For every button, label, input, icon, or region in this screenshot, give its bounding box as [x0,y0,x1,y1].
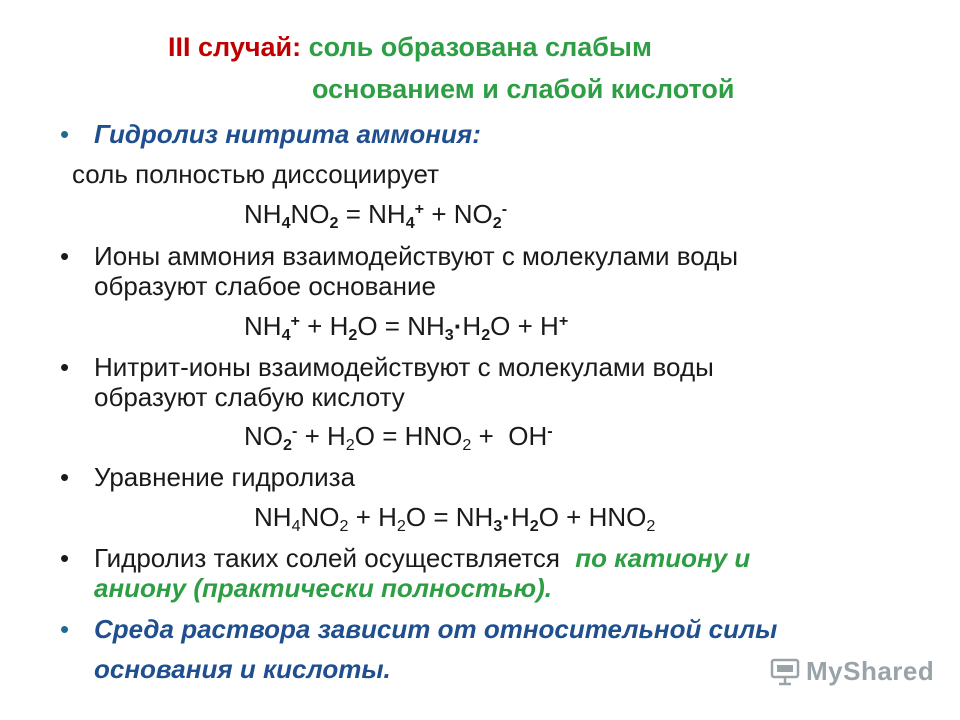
dissociation-text: соль полностью диссоциирует [72,159,440,189]
bullet-5-part2: по катиону и [575,543,751,573]
watermark-text: MyShared [806,656,935,686]
equation-dissociation: $NH_4NO_2 = NH_4^+ + NO_2^-$ [244,199,508,232]
bullet-2-line1: Ионы аммония взаимодействуют с молекулами воды [94,241,739,271]
title-line2: основанием и слабой кислотой [312,74,735,104]
case-label: III случай: [168,32,302,62]
bullet-1: • [60,119,70,149]
bullet-5: • [60,543,70,573]
equation-nitrite-hydrolysis: $NO_2^- + H_2O = HNO_2 + OH^-$ [244,421,553,454]
bullet-4: • [60,462,70,492]
bullet-3-line1: Нитрит-ионы взаимодействуют с молекулами воды [94,352,714,382]
bullet-5-line2: аниону (практически полностью). [94,573,552,603]
watermark [770,656,934,687]
bullet-4-text: Уравнение гидролиза [94,462,356,492]
presentation-board-icon [770,658,800,686]
title-line1: соль образована слабым [308,32,652,62]
hydrolysis-heading: Гидролиз нитрита аммония: [94,119,481,149]
bullet-5-part1: Гидролиз таких солей осуществляется [94,543,560,573]
bullet-3: • [60,352,70,382]
bullet-3-line2: образуют слабую кислоту [94,382,405,412]
slide-title [168,32,652,63]
bullet-2: • [60,241,70,271]
equation-ammonium-hydrolysis: $NH_4^+ + H_2O = NH_3\cdot H_2O + H^+$ [244,311,569,344]
bullet-6: • [60,614,70,644]
bullet-2-line2: образуют слабое основание [94,271,436,301]
bullet-6-line1: Среда раствора зависит от относительной силы [94,614,778,644]
bullet-6-line2: основания и кислоты. [94,654,391,684]
equation-overall-hydrolysis: $NH_4NO_2 + H_2O = NH_3\cdot H_2O + HNO_2$ [254,502,656,535]
bullet-5-line1 [94,543,750,574]
